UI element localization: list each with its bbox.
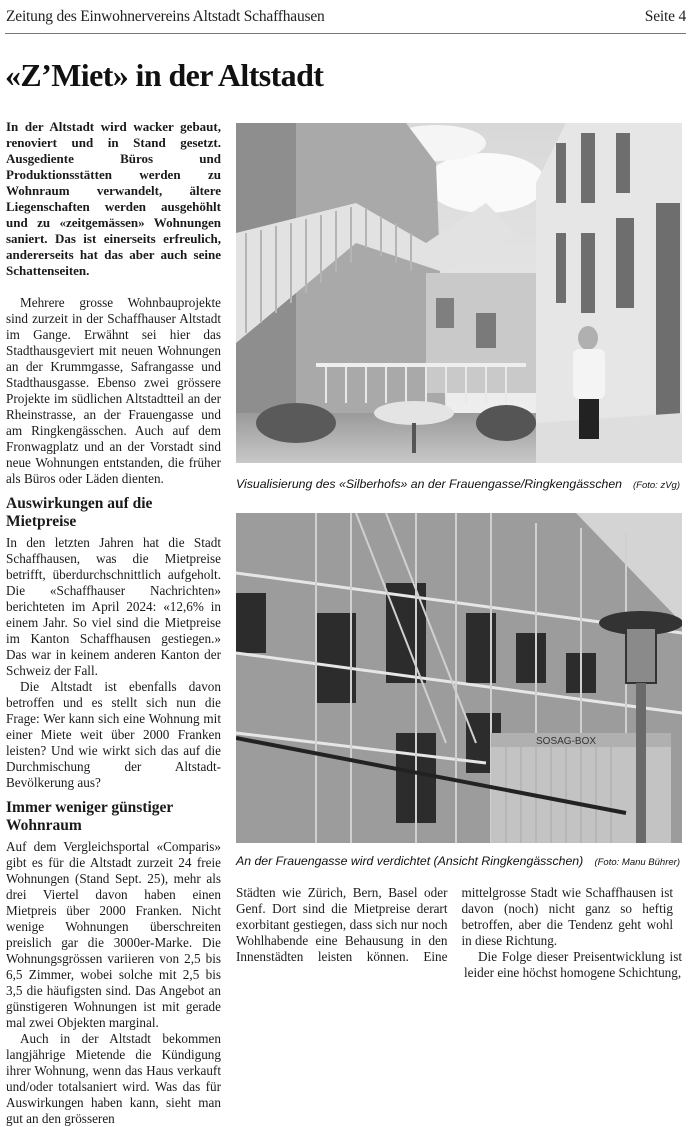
- photo-caption: [236, 854, 682, 868]
- page-header: [6, 4, 686, 26]
- article-column-right: [464, 949, 682, 981]
- photo-credit: (Foto: Manu Bührer): [594, 857, 680, 868]
- caption-text: An der Frauengasse wird verdichtet (Ansicht Ringkengässchen): [236, 854, 584, 868]
- header-divider: [5, 33, 686, 34]
- photo-caption: [236, 477, 682, 491]
- paragraph: Auch in der Altstadt bekommen langjährige Mietende die Kündigung ihrer Wohnung, wenn das Haus verkauft und/oder totalsaniert wird. Was das für Auswirkungen haben kann, sieht man gut an den grösseren: [6, 1031, 221, 1126]
- paragraph: Städten wie Zürich, Bern, Basel oder Genf. Dort sind die Mietpreise derart exorbitant gestiegen, dass sich nur noch Wohlhabende eine Behausung in den Innenstädten leisten können. Eine mittelgrosse Stadt wie Schaffhausen ist davon (noch) nicht ganz so heftig betroffen, aber die Tendenz geht wohl in diese Richtung.: [236, 885, 673, 964]
- photo-credit: (Foto: zVg): [633, 480, 680, 491]
- article-title: «Z’Miet» in der Altstadt: [5, 57, 324, 93]
- article-column-middle: [236, 885, 673, 965]
- subheading: Immer weniger günstiger Wohnraum: [6, 799, 174, 834]
- paragraph: Mehrere grosse Wohnbauprojekte sind zurzeit in der Schaffhauser Altstadt im Gange. Erwähnt sei hier das Stadthausgeviert mit neuen Wohnungen an der Krummgasse, Safrangasse und Stadthausgasse. Ebenso zwei grössere Projekte im südlichen Altstadtteil an der Rheinstrasse, an der Frauengasse und am Ringkengässchen. Auch auf dem Fronwagplatz und an der Vorstadt sind neue Wohnungen entstanden, die früher als Büros oder Läden dienten.: [6, 295, 221, 486]
- article-column-left: [6, 119, 221, 1127]
- scaffolding-image: [236, 513, 682, 843]
- page-number: Seite 4: [644, 8, 686, 25]
- courtyard-image: [236, 123, 682, 463]
- photo-frauengasse-construction: [236, 513, 682, 843]
- article-lead: In der Altstadt wird wacker gebaut, renoviert und in Stand gesetzt. Ausgediente Büros und Produktionsstätten werden zu Wohnraum verwandelt, ältere Liegenschaften werden ausgehöhlt und zu «zeitgemässen» Wohnungen saniert. Das ist einerseits erfreulich, andererseits hat das aber auch seine Schattenseiten.: [6, 119, 221, 278]
- container-sign: SOSAG-BOX: [536, 736, 597, 747]
- publication-name: Zeitung des Einwohnervereins Altstadt Schaffhausen: [6, 8, 325, 25]
- paragraph: Die Altstadt ist ebenfalls davon betroffen und es stellt sich nun die Frage: Wer kann sich eine Wohnung mit einer Miete weit über 2000 Franken leisten? Und wie wirkt sich das auf die Durchmischung der Altstadt-Bevölkerung aus?: [6, 679, 221, 790]
- paragraph: Auf dem Vergleichsportal «Comparis» gibt es für die Altstadt zurzeit 24 freie Wohnungen (Stand Sept. 25), mehr als drei Viertel davon haben einen Mietpreis über 2000 Franken. Nicht wenige Wohnungen überschreiten preislich gar die 3000er-Marke. Die Wohnungsgrössen variieren von 2,5 bis 6,5 Zimmer, wobei solche mit 2,5 bis 3,5 die häufigsten sind. Das Angebot an günstigeren Wohnungen ist mit gerade mal zwei Objekten marginal.: [6, 839, 221, 1030]
- paragraph: In den letzten Jahren hat die Stadt Schaffhausen, was die Mietpreise betrifft, überdurchschnittlich aufgeholt. Die «Schaffhauser Nachrichten» berichteten im April 2024: «12,6% in einem Jahr. So viel sind die Mietpreise im Kanton Schaffhausen gestiegen.» Das war in keinem anderen Kanton der Schweiz der Fall.: [6, 535, 221, 678]
- photo-silberhof-visualization: [236, 123, 682, 463]
- subheading: Auswirkungen auf die Mietpreise: [6, 495, 153, 530]
- paragraph: Die Folge dieser Preisentwicklung ist leider eine höchst homogene Schichtung,: [464, 949, 682, 980]
- caption-text: Visualisierung des «Silberhofs» an der Frauengasse/Ringkengässchen: [236, 477, 623, 491]
